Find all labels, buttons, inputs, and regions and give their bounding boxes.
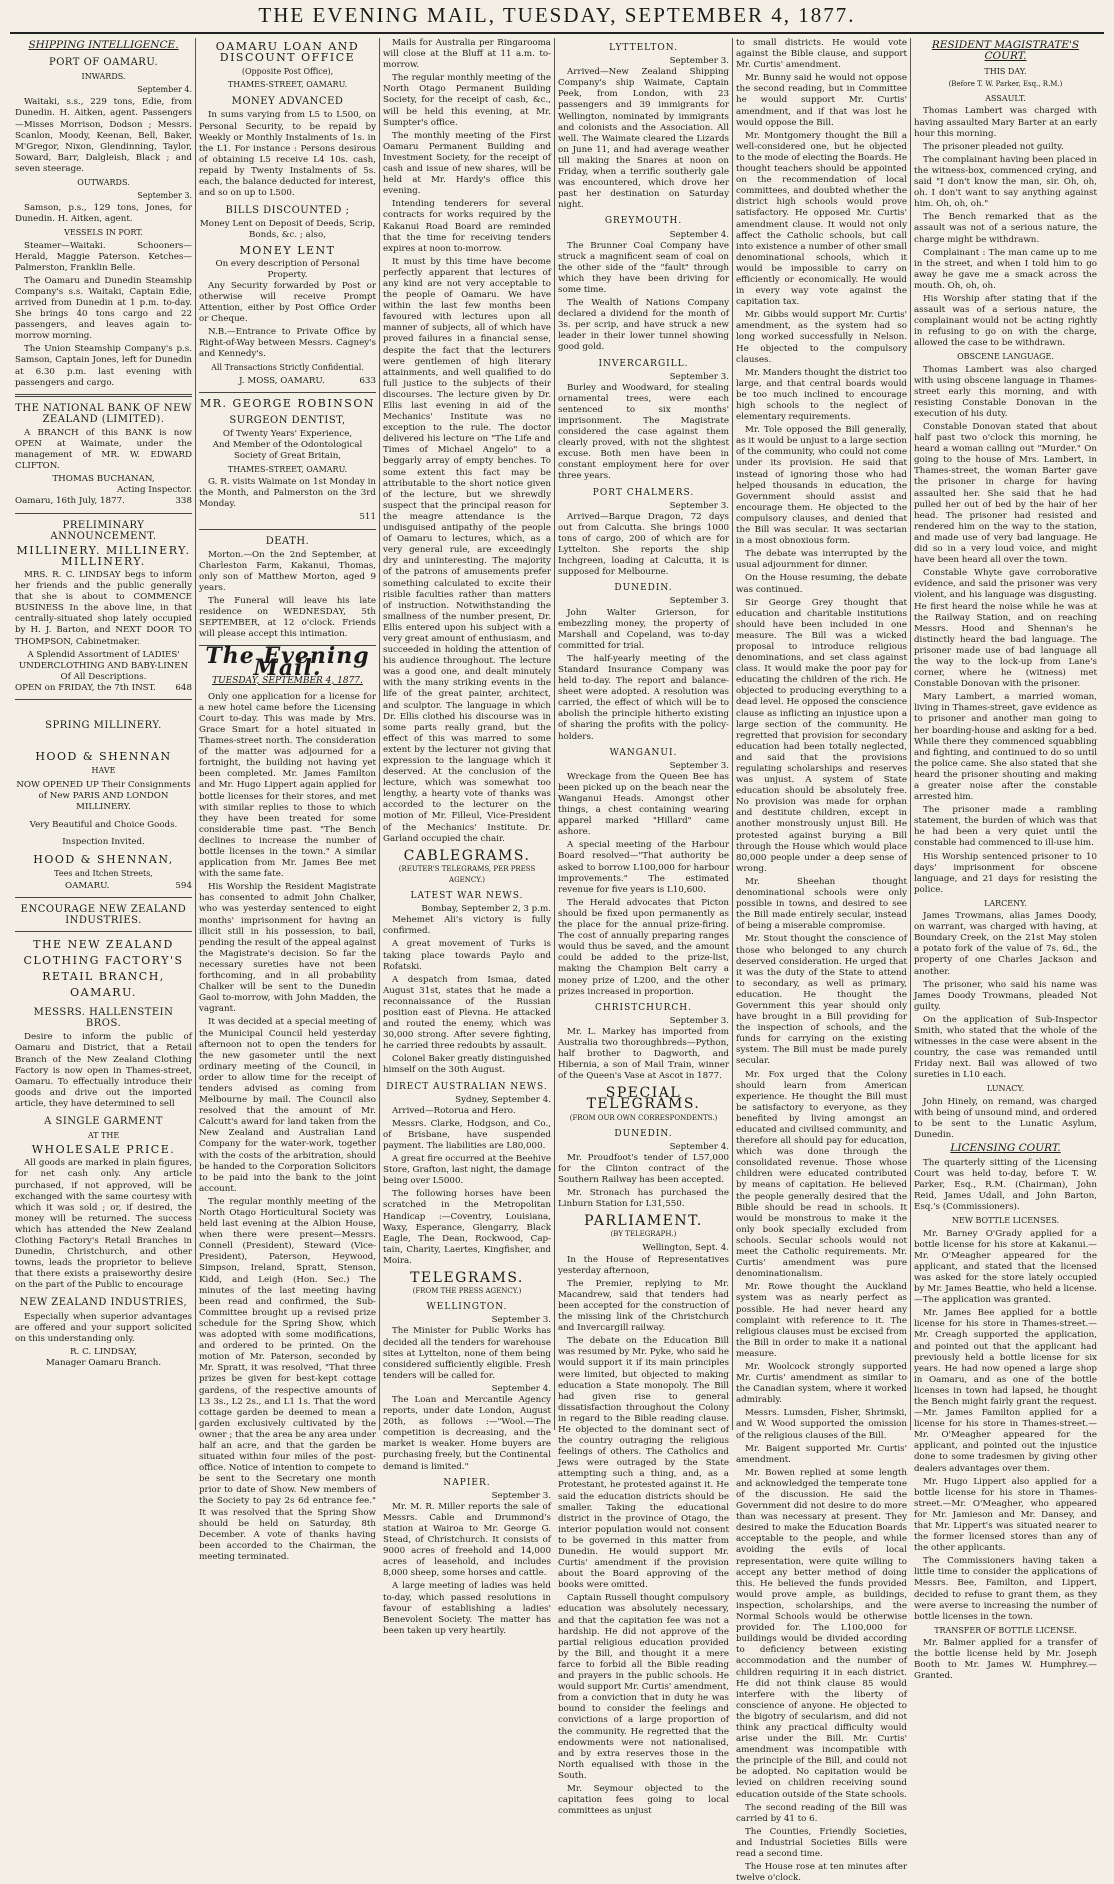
court-paragraph: Thomas Lambert was charged with having assaulted Mary Barter at an early hour this morning.	[914, 106, 1097, 139]
money-text: In sums varying from L5 to L500, on Personal Security, to be repaid by Weekly or Monthly Instalments of 1s. in the L1. For instance : Persons desirous of obtaining L5 receive L4 10s. cash, repaid by Twenty Instalments of 5s. each, the balance deducted for interest, and so on up to L500.	[199, 110, 376, 199]
leader-paragraph: It was decided at a special meeting of the Municipal Council held yesterday afternoon not to open the tenders for the new gasometer until the next ordinary meeting of the Council, in order to allow time for the receipt of tenders advised as coming from Melbourne by mail. The Council also resolved that the amount of Mr. Calcutt's award for land taken from the New Zealand and Australian Land Company for the water-work, together with the costs of the arbitration, should be handed to the Corporation Solicitors to be paid into the bank to the joint account.	[199, 1017, 376, 1194]
hood-street: Tees and Itchen Streets,	[54, 868, 153, 878]
columns	[12, 38, 1102, 1884]
chalmers-date: September 3.	[669, 500, 729, 511]
news-paragraph: Mails for Australia per Ringarooma will close at the Bluff at 11 a.m. to-morrow.	[383, 38, 551, 71]
wellington-heading: WELLINGTON.	[426, 1302, 508, 1313]
visits-text: G. R. visits Waimate on 1st Monday in the Month, and Palmerston on the 3rd Monday.	[199, 477, 376, 510]
debate-paragraph: Mr. Fox urged that the Colony should learn from American experience. He thought the Bill must be satisfactory to everyone, as they benefited by living amongst an educated and civilised community, and therefore all should pay for education, which was done through the consolidated revenue. Those whose children were educated contributed by means of capitation. He believed the people generally desired that the Bible should be read in schools. It would be monstrous to make it the only book specially excluded from schools. Secular schools would not meet the Catholic requirements. Mr. Curtis' amendment was pure denominationalism.	[736, 1069, 907, 1280]
wanganui-paragraph: The Herald advocates that Picton should be fixed upon permanently as the place for the annual prize-firing. The cost of annually preparing ranges would thus be saved, and the amount could be added to the prize-list, making the Champion Belt carry a money prize of L200, and the other prizes increased in proportion.	[558, 897, 729, 997]
wanganui-date: September 3.	[669, 760, 729, 771]
dunedin-date: September 3.	[669, 596, 729, 607]
napier-paragraph: Mr. M. R. Miller reports the sale of Messrs. Cable and Drummond's station at Wairoa to Mr. George G. Stead, of Christchurch. It consists of 9000 acres of freehold and 14,000 acres of leasehold, and includes 8,000 sheep, some horses and cattle.	[383, 1501, 551, 1579]
money-heading: MONEY ADVANCED	[231, 96, 344, 108]
debate-paragraph: Mr. Montgomery thought the Bill a well-considered one, but he objected to the mode of electing the Boards. He thought teachers should be appointed on the recommendation of local committees, and doubted whether the district high schools would prove satisfactory. He opposed Mr. Curtis' amendment clause. It would not only affect the Catholic schools, but call into existence a number of other small denominational schools, which it would be impossible to carry on efficiently or economically. He would in every way vote against the capitation tax.	[736, 130, 907, 308]
chalmers-paragraph: Arrived—Barque Dragon, 72 days out from Calcutta. She brings 1000 tons of cargo, 200 of which are for Lyttelton. She reports the ship Inchgreen, loading at Calcutta, it is supposed for Melbourne.	[558, 511, 729, 578]
parliament-date: Wellington, Sept. 4.	[642, 1243, 729, 1254]
hood-title: HOOD & SHENNAN	[35, 750, 172, 764]
assault-heading: ASSAULT.	[985, 94, 1026, 104]
new-bottle-heading: NEW BOTTLE LICENSES.	[951, 1216, 1060, 1226]
wellington-date: September 3.	[491, 1315, 551, 1326]
parliament-heading: PARLIAMENT.	[584, 1213, 703, 1230]
hood-title-2: HOOD & SHENNAN,	[33, 852, 174, 866]
vessels-heading: VESSELS IN PORT.	[64, 228, 143, 238]
court-paragraph: The prisoner made a rambling statement, the burden of which was that he had been a very quiet until the constable had commenced to ill-use him.	[914, 805, 1097, 849]
hood-town-line	[15, 881, 192, 892]
bombay-date: Bombay, September 2, 3 p.m.	[421, 904, 551, 915]
licensing-paragraph: The quarterly sitting of the Licensing Court was held to-day, before T. W. Parker, Esq., R.M. (Chairman), John Reid, James Udall, and John Barton, Esq.'s (Commissioners).	[914, 1158, 1097, 1213]
bank-role: Acting Inspector.	[116, 485, 192, 496]
napier-date: September 3.	[491, 1490, 551, 1501]
open-friday: OPEN on FRIDAY, the 7th INST.	[15, 682, 156, 693]
news-paragraph: It must by this time have become perfectly apparent that lectures of any kind are not very acceptable to the people of Oamaru. We have within the last few months been favoured with lectures upon all manner of subjects, all of which have proved failures in a financial sense, despite the fact that the lecturers were gentlemen of high literary attainments, and well qualified to do full justice to the subjects of their discourses. The lecture given by Dr. Ellis last evening in aid of the Mechanics' Institute was no exception to the rule. The doctor delivered his lecture on "The Life and Times of Michael Angelo" to a beggarly array of empty benches. To some extent this fact may be attributable to the short notice given of the lecture, but we shrewdly suspect that the principal reason for the meagre attendance is the undisguised antipathy of the people of Oamaru to lectures, which, as a very general rule, are exceedingly dry and uninteresting. The majority of the patrons of amusements prefer something calculated to excite their risible faculties rather than matters of instruction. Notwithstanding the smallness of the number present, Dr. Ellis entered upon his subject with a very great amount of enthusiasm, and succeeded in holding the attention of his audience throughout. The lecture was a good one, and dealt minutely with the many striking events in the life of the great painter, architect, and sculptor. The language in which Dr. Ellis clothed his discourse was in some parts really grand, but the effect of this was marred to some extent by the lecturer not giving that expression to the language which it deserved. At the conclusion of the lecture, which was somewhat too lengthy, a hearty vote of thanks was accorded to the lecturer on the motion of Mr. Filleul, Vice-President of the Mechanics' Institute. Dr. Garland occupied the chair.	[383, 256, 551, 844]
court-paragraph: John Hinely, on remand, was charged with being of unsound mind, and ordered to be sent to the Lunatic Asylum, Dunedin.	[914, 1096, 1097, 1140]
evening-mail-logo: The Evening Mail.	[205, 643, 370, 681]
aus-paragraph: The following horses have been scratched in the Metropolitan Handicap :—Coventry, Louisiana, Waxy, Esperance, Glengarry, Black Eagle, The Dean, Rockwood, Cap-tain, Charity, Laertes, Kingfisher, and Moira.	[383, 1189, 551, 1266]
outwards-date: September 3.	[137, 191, 192, 201]
news-paragraph: Intending tenderers for several contracts for works required by the Kakanui Road Board are reminded that the time for receiving tenders expires at noon to-morrow.	[383, 199, 551, 254]
news-paragraph: The monthly meeting of the First Oamaru Permanent Building and Investment Society, for the receipt of cash and issue of new shares, will be held at Mr. Hardy's office this evening.	[383, 130, 551, 197]
parliament-paragraph: In the House of Representatives yesterday afternoon,	[558, 1254, 729, 1276]
member-text: And Member of the Odontological Society of Great Britain,	[212, 439, 363, 461]
war-heading: LATEST WAR NEWS.	[410, 891, 524, 902]
debate-paragraph: Messrs. Lumsden, Fisher, Shrimski, and W. Wood supported the omission of the religious clauses of the Bill.	[736, 1408, 907, 1441]
rmc-heading: RESIDENT MAGISTRATE'S COURT.	[931, 39, 1080, 63]
larceny-heading: LARCENY.	[984, 898, 1027, 908]
licensing-paragraph: The Commissioners having taken a little time to consider the applications of Messrs. Bee, Familton, and Lippert, decided to refuse to grant them, as they were averse to increasing the number of bottle licenses in the town.	[914, 1556, 1097, 1622]
debate-paragraph: Mr. Bunny said he would not oppose the second reading, but in Committee he would support Mr. Curtis' amendment, and if that was lost he would oppose the Bill.	[736, 73, 907, 128]
column-2	[196, 38, 379, 1562]
lyttelton-paragraph: Arrived—New Zealand Shipping Company's ship Waimate, Captain Peek, from London, with 23 passengers and 39 immigrants for Wellington, nominated by immigrants and colonists and the Association. All well. The Waimate cleared the Lizards on June 11, and had average weather till making the Snares at noon on Friday, when a terrific southerly gale was encountered, which drove her past her destination on Saturday night.	[558, 67, 729, 211]
separator	[15, 897, 192, 898]
goods-text: All goods are marked in plain figures, for net cash only. Any article purchased, if not approved, will be exchanged with the same courtesy with which it was sold ; or, if desired, the money will be returned. The success which has attended the New Zealand Clothing Factory's Retail Branches in Dunedin, Christchurch, and other towns, leads the proprietor to believe that there exists a praiseworthy desire on the part of the Public to encourage	[15, 1158, 192, 1291]
court-paragraph: James Trowmans, alias James Doody, on warrant, was charged with having, at Boundary Creek, on the 21st May stolen a potato fork of the value of 7s. 6d., the property of one Charles Jackson and another.	[914, 911, 1097, 977]
parliament-paragraph: The Premier, replying to Mr. Macandrew, said that tenders had been accepted for the construction of the missing link of the Christchurch and Invercargill railway.	[558, 1278, 729, 1334]
court-paragraph: The prisoner, who said his name was James Doody Trowmans, pleaded Not guilty.	[914, 979, 1097, 1012]
shipping-heading: SHIPPING INTELLIGENCE.	[28, 39, 179, 51]
confidential: All Transactions Strictly Confidential.	[211, 363, 364, 373]
hood-number: 594	[175, 880, 192, 891]
hood-invite: Inspection Invited.	[62, 836, 145, 847]
loan-title: OAMARU LOAN AND DISCOUNT OFFICE	[215, 40, 360, 65]
factory-title: THE NEW ZEALAND CLOTHING FACTORY'S RETAIL BRANCH, OAMARU.	[23, 938, 184, 1000]
lunacy-heading: LUNACY.	[986, 1084, 1025, 1094]
bank-date-line	[15, 496, 192, 507]
port-heading: PORT OF OAMARU.	[48, 57, 159, 69]
aus-paragraph: A great fire occurred at the Beehive Store, Grafton, last night, the damage being over L5000.	[383, 1154, 552, 1187]
invercargill-heading: INVERCARGILL.	[598, 358, 689, 369]
debate-paragraph: On the House resuming, the debate was continued.	[736, 573, 907, 595]
lyttelton-date: September 3.	[669, 56, 729, 67]
money-lent-text: On every description of Personal Property.	[215, 258, 360, 280]
bank-date: Oamaru, 16th July, 1877.	[15, 496, 125, 507]
christchurch-paragraph: Mr. L. Markey has imported from Australia two thoroughbreds—Python, half brother to Dagworth, and Hibernia, a son of Mail Train, winner of the Queen's Vase at Ascot in 1877.	[558, 1026, 729, 1082]
debate-paragraph: Mr. Gibbs would support Mr. Curtis' amendment, as the system had so long worked successfully in Nelson. He objected to the compulsory clauses.	[736, 310, 907, 365]
nz-industries: NEW ZEALAND INDUSTRIES,	[19, 1297, 188, 1309]
wanganui-heading: WANGANUI.	[609, 747, 678, 758]
hallenstein-text: Desire to inform the public of Oamaru and District, that a Retail Branch of the New Zealand Clothing Factory is now open in Thames-street, Oamaru. To effectually introduce their goods and drive out the imported article, they have determined to sell	[15, 1032, 192, 1109]
debate-paragraph: to small districts. He would vote against the Bible clause, and support Mr. Curtis' amendment.	[736, 38, 907, 71]
court-paragraph: The complainant having been placed in the witness-box, commenced crying, and said "I don't know the man, sir. Oh, oh, oh. I don't want to say anything against him. Oh, oh, oh."	[914, 154, 1097, 210]
death-heading: DEATH.	[265, 535, 310, 547]
leader-paragraph: Only one application for a license for a new hotel came before the Licensing Court to-day. This was made by Mrs. Grace Smart for a hotel situated in Thames-street north. The consideration of the matter was adjourned for a fortnight, the building not having yet been completed. Mr. James Familton and Mr. Hugo Lippert again applied for bottle licenses for their stores, and met with similar replies to those to which they have been treated for some considerable time past. "The Bench declines to increase the number of bottle licenses in the town." A similar application from Mr. James Bee met with the same fate.	[199, 691, 376, 880]
invercargill-date: September 3.	[669, 371, 729, 382]
hallenstein-heading: MESSRS. HALLENSTEIN BROS.	[33, 1007, 174, 1030]
cablegrams-heading: CABLEGRAMS.	[403, 847, 531, 864]
wellington-date-2: September 4.	[491, 1383, 551, 1394]
debate-paragraph: The Counties, Friendly Societies, and Industrial Societies Bills were read a second time.	[736, 1826, 907, 1859]
single-garment: A SINGLE GARMENT	[44, 1116, 163, 1128]
dunedin-date-2: September 4.	[669, 1141, 729, 1152]
debate-paragraph: Mr. Woolcock strongly supported Mr. Curtis' amendment as similar to the Canadian system, where it worked admirably.	[736, 1361, 907, 1406]
special-heading: SPECIAL TELEGRAMS.	[586, 1085, 701, 1113]
court-paragraph: Mary Lambert, a married woman, living in Thames-street, gave evidence as to prisoner and another man going to her boarding-house and asking for a bed. While there they commenced squabbling and fighting, and continued to do so until the police came. She also stated that she heard the prisoner shouting and making a greater noise after the constable arrested him.	[914, 692, 1097, 803]
union-text: The Union Steamship Company's p.s. Samson, Captain Jones, left for Dunedin at 6.30 p.m. last evening with passengers and cargo.	[15, 344, 192, 388]
lyttelton-heading: LYTTELTON.	[609, 43, 678, 53]
greymouth-heading: GREYMOUTH.	[604, 216, 683, 227]
vessels-text: Steamer—Waitaki. Schooners—Herald, Maggie Paterson. Ketches—Palmerston, Franklin Belle.	[15, 240, 192, 273]
moss-line	[199, 376, 376, 387]
separator	[15, 699, 192, 700]
millinery-heading: MILLINERY. MILLINERY. MILLINERY.	[16, 543, 191, 568]
bank-signatory: THOMAS BUCHANAN,	[52, 474, 155, 485]
war-paragraph: A despatch from Ismaa, dated August 31st, states that he made a reconnaissance of the Russian position east of Plevna. He attacked and routed the enemy, which was 30,000 strong. After severe fighting, he carried three redoubts by assault.	[383, 974, 551, 1052]
wellington-paragraph: The Minister for Public Works has decided all the tenders for warehouse sites at Lyttelton, none of them being considered sufficiently eligible. Fresh tenders will be called for.	[383, 1326, 551, 1381]
debate-paragraph: Mr. Sheehan thought denominational schools were only possible in towns, and desired to see the Bill made entirely secular, instead of being a miserable compromise.	[736, 876, 907, 932]
loan-sub: (Opposite Post Office),	[241, 67, 334, 77]
bank-text: A BRANCH of this BANK is now OPEN at Waimate, under the management of MR. W. EDWARD CLIFTON.	[15, 427, 192, 472]
thames-street: THAMES-STREET, OAMARU.	[227, 465, 348, 475]
wanganui-paragraph: A special meeting of the Harbour Board resolved—"That authority be asked to borrow L100,000 for harbour improvements." The estimated revenue for five years is L10,600.	[558, 840, 729, 895]
telegraph-sub: (BY TELEGRAPH.)	[610, 1230, 677, 1239]
hood-town: OAMARU.	[65, 880, 110, 891]
steamship-text: The Oamaru and Dunedin Steamship Company's s.s. Waitaki, Captain Edie, arrived from Dunedin at 1 p.m. to-day. She brings 40 tons cargo and 22 passengers, and leaves again to-morrow morning.	[15, 275, 192, 342]
greymouth-date: September 4.	[669, 229, 729, 240]
debate-paragraph: Mr. Stout thought the conscience of those who belonged to any church deserved consideration. He urged that it was the duty of the State to attend to secondary, as well as primary, education. He thought the Government this year should only have brought in a Bill providing for the inspection of schools, and the funds for carrying on the existing system. The Bill must be made purely secular.	[736, 934, 907, 1067]
column-5	[733, 38, 910, 1884]
debate-paragraph: Mr. Bowen replied at some length and acknowledged the temperate tone of the discussion. He said the Government did not desire to do more than was necessary at present. They desired to make the Education Boards acceptable to the people, and while avoiding the evils of local representation, were quite willing to accept any better method of doing this. He believed the funds provided would prove ample, as buildings, inspection, scholarships, and the Normal Schools would be otherwise provided for. The L100,000 for buildings would be divided according to deficiency between existing accommodation and the number of children requiring it in each district. He did not think clause 85 would interfere with the liberty of conscience of anyone. He objected to the bigotry of secularism, and did not think any practical difficulty would arise under the Bill. Mr. Curtis' amendment was incompatible with the principle of the Bill, and could not be adopted. No capitation would be levied on children receiving sound education outside of the State schools.	[736, 1467, 907, 1800]
dunedin-heading-2: DUNEDIN.	[614, 1128, 673, 1139]
loan-street: THAMES-STREET, OAMARU.	[227, 80, 348, 90]
licensing-paragraph: Mr. Hugo Lippert also applied for a bottle license for his store in Thames-street.—Mr. O'Meagher, who appeared for Mr. Jamieson and Mr. Dansey, and that Mr. Lippert's was situated nearer to the former licensed stores than any of the other applicants.	[914, 1476, 1097, 1554]
column-4	[555, 38, 732, 1817]
wellington-paragraph: The Loan and Mercantile Agency reports, under date London, August 20th, as follows :—"Wool.—The competition is decreasing, and the market is weaker. Home buyers are purchasing freely, but the Continental demand is limited."	[383, 1394, 551, 1472]
parliament-paragraph: Mr. Seymour objected to the capitation fees going to local committees as unjust	[558, 1783, 729, 1817]
aus-paragraph: Messrs. Clarke, Hodgson, and Co., of Brisbane, have suspended payment. The liabilities are L80,000.	[383, 1118, 551, 1151]
debate-paragraph: The debate was interrupted by the usual adjournment for dinner.	[736, 549, 907, 571]
parliament-paragraph: The debate on the Education Bill was resumed by Mr. Pyke, who said he would support it if its main principles were limited, but objected to making education a State monopoly. The Bill had given rise to general dissatisfaction throughout the Colony in regard to the Bible reading clause. He objected to the dominant sect of the country outraging the religious feelings of others. The Catholics and Jews were outraged by the State attempting such a thing, and, as a Protestant, he protested against it. He said the education districts should be smaller. Taking the educational district in the province of Otago, the interior population would not consent to be governed in this matter from Dunedin. He would support Mr. Curtis' amendment if the provision about the Board approving of the books were omitted.	[558, 1336, 729, 1591]
money-lent: MONEY LENT	[239, 243, 336, 257]
parliament-paragraph: Captain Russell thought compulsory education was absolutely necessary, and that the capitation fee was not a hardship. He did not approve of the partial religious education provided by the Bill, and thought it a mere farce to forbid all the Bible reading and prayers in the public schools. He would support Mr. Curtis' amendment, from a conviction that in duty he was bound to consider the feelings and convictions of a large proportion of the community. He regretted that the endowments were not nationalised, and by extra reserves those in the North equalised with those in the South.	[558, 1593, 730, 1781]
masthead-rule	[10, 32, 1104, 34]
napier-heading: NAPIER.	[443, 1477, 491, 1488]
sydney-date: Sydney, September 4.	[455, 1094, 551, 1105]
encourage-heading: ENCOURAGE NEW ZEALAND INDUSTRIES.	[20, 904, 187, 927]
hood-have: HAVE	[91, 766, 116, 776]
transfer-heading: TRANSFER OF BOTTLE LICENSE.	[934, 1625, 1077, 1635]
especially-text: Especially when superior advantages are offered and your support solicited on this understanding only.	[15, 1311, 192, 1344]
court-paragraph: The prisoner pleaded not guilty.	[923, 141, 1064, 152]
own-sub: (FROM OUR OWN CORRESPONDENTS.)	[569, 1113, 718, 1122]
chalmers-heading: PORT CHALMERS.	[592, 487, 695, 498]
dunedin-heading: DUNEDIN.	[614, 583, 673, 594]
this-day: THIS DAY.	[984, 67, 1027, 77]
wanganui-paragraph: Wreckage from the Queen Bee has been picked up on the beach near the Wanganui Heads. Amongst other things, a chest containing wearing apparel marked "Hillard" came ashore.	[558, 771, 729, 838]
debate-paragraph: Mr. Tole opposed the Bill generally, as it would be unjust to a large section of the community, who could not come under its provision. He said that instead of ignoring those who had helped thousands in education, the Government should assist and encourage them. He objected to the compulsory clauses, and denied that the Bill was secular. It was sectarian in a most obnoxious form.	[736, 425, 908, 547]
moss-number: 633	[359, 375, 376, 386]
spring-heading: SPRING MILLINERY.	[45, 719, 162, 731]
security-text: Any Security forwarded by Post or otherwise will receive Prompt Attention, either by Post Office Order or Cheque.	[199, 280, 376, 325]
licensing-paragraph: Mr. Barney O'Grady applied for a bottle license for his store at Kakanui.—Mr. O'Meagher appeared for the applicant, and stated that the licensed was asked for the store lately occupied by Mr. James Beattie, who held a license.—The application was granted.	[914, 1228, 1097, 1306]
bills-text: Money Lent on Deposit of Deeds, Scrip, Bonds, &c. ; also,	[199, 219, 376, 241]
greymouth-paragraph: The Brunner Coal Company have struck a magnificent seam of coal on the other side of the "fault" through which they have been driving for some time.	[558, 240, 729, 295]
lindsay-text: MRS. R. C. LINDSAY begs to inform her friends and the public generally that she is about to COMMENCE BUSINESS In the above line, in that centrally-situated shop lately occupied by H. J. Barton, and NEXT DOOR TO THOMPSON, Cabinetmaker.	[15, 569, 192, 647]
debate-paragraph: The second reading of the Bill was carried by 41 to 6.	[736, 1802, 907, 1824]
court-paragraph: Complainant : The man came up to me in the street, and when I told him to go away he gave me a smack across the mouth. Oh, oh, oh.	[914, 247, 1097, 291]
robinson-title: MR. GEORGE ROBINSON	[199, 396, 375, 410]
column-6	[911, 38, 1100, 1682]
reuter-sub: (REUTER'S TELEGRAMS, PER PRESS AGENCY.)	[398, 864, 536, 884]
aus-paragraph: Arrived—Rotorua and Hero.	[392, 1105, 516, 1116]
outwards-text: Samson, p.s., 129 tons, Jones, for Dunedin. H. Aitken, agent.	[15, 203, 192, 225]
dunedin-paragraph: The half-yearly meeting of the Standard Insurance Company was held to-day. The report and balance-sheet were adopted. A resolution was carried, the effect of which will be to abolish the principle hitherto existing of sharing the profits with the policy-holders.	[558, 653, 729, 742]
inwards-date: September 4.	[137, 85, 192, 95]
debate-paragraph: Sir George Grey thought that education and charitable institutions should have been included in one measure. The Bill was a wicked proposal to introduce religious denominations, and set class against class. It would make the poor pay for educating the children of the rich. He objected to producing everything to a dead level. He opposed the conscience clause as inflicting an injustice upon a large section of the community. He regretted that provision for secondary education had been totally neglected, and said that the provisions regulating scholarships and reserves was unjust. A system of State education should be absolutely free. No provision was made for orphan and destitute children, except in another monstrously unjust Bill. He protested against burying a Bill through the House which would place 80,000 people under a deep sense of wrong.	[736, 597, 907, 874]
funeral-text: The Funeral will leave his late residence on WEDNESDAY, 5th SEPTEMBER, at 12 o'clock. Friends will please accept this intimation.	[199, 596, 376, 640]
inwards-heading: INWARDS.	[81, 72, 126, 82]
australian-heading: DIRECT AUSTRALIAN NEWS.	[386, 1081, 548, 1092]
moss: J. MOSS, OAMARU.	[239, 375, 325, 386]
christchurch-heading: CHRISTCHURCH.	[595, 1002, 692, 1013]
court-paragraph: His Worship after stating that if the assault was of a serious nature, the complainant would not be acting rightly in refusing to go on with the charge, allowed the case to be withdrawn.	[914, 293, 1097, 349]
debate-paragraph: The House rose at ten minutes after twelve o'clock.	[736, 1862, 907, 1884]
leader-paragraph: The regular monthly meeting of the North Otago Horticultural Society was held last evening at the Albion House, when there were present—Messrs. Connell (President), Steward (Vice-President), Paterson, Heywood, Simpson, Ireland, Spratt, Stenson, Kidd, and Leigh (Hon. Sec.) The minutes of the last meeting having been read and confirmed, the Sub-Committee brought up a revised prize schedule for the Spring Show, which was adopted with some modifications, and ordered to be printed. On the motion of Mr. Paterson, seconded by Mr. Spratt, it was resolved, "That three prizes be given for best-kept cottage gardens, of the respective amounts of L3 3s., L2 2s., and L1 1s. That the word cottage garden be deemed to mean a garden exclusively cultivated by the owner ; that the area be any area under half an acre, and that the garden be situated within four miles of the post-office. Notice of intention to compete to be sent to the Secretary one month prior to date of Show. New members of the Society to pay 2s 6d entrance fee." It was resolved that the Spring Show should be held on Saturday, 8th December. A vote of thanks having been accorded to the Chairman, the meeting terminated.	[199, 1196, 376, 1562]
separator	[15, 394, 192, 397]
christchurch-date: September 3.	[669, 1015, 729, 1026]
greymouth-paragraph: The Wealth of Nations Company declared a dividend for the month of 3s. per scrip, and have struck a new leader in their lower tunnel showing good gold.	[558, 298, 729, 353]
invercargill-paragraph: Burley and Woodward, for stealing ornamental trees, were each sentenced to six months' imprisonment. The Magistrate considered the case against them clearly proved, with not the slightest excuse. Both men have been in constant employment here for over three years.	[558, 382, 729, 482]
licensing-paragraph: Mr. James Bee applied for a bottle license for his store in Thames-street.—Mr. Creagh supported the application, and pointed out that the applicant had previously held a bottle license for six years. He had now opened a large shop in Oamaru, and as one of the bottle licenses in town had lapsed, he thought the Bench might fairly grant the request.—Mr. James Familton applied for a license for his store in Thames-street.—Mr. O'Meagher appeared for the applicant, and pointed out the injustice done to some tradesmen by giving other dealers advantages over them.	[914, 1308, 1097, 1474]
obscene-heading: OBSCENE LANGUAGE.	[957, 352, 1054, 362]
telegrams-heading: TELEGRAMS.	[410, 1270, 524, 1287]
court-paragraph: His Worship sentenced prisoner to 10 days' imprisonment for obscene language, and 21 days for resisting the police.	[914, 851, 1097, 895]
inwards-text: Waitaki, s.s., 229 tons, Edie, from Dunedin. H. Aitken, agent. Passengers—Misses Morrison, Dodson ; Messrs. Scanlon, Moody, Keenan, Bell, Baker, M'Gregor, Nixon, Glendinning, Taylor, Soward, Barr, Dalgleish, Black ; and seven steerage.	[15, 97, 192, 174]
open-number: 648	[175, 682, 192, 693]
bills-heading: BILLS DISCOUNTED ;	[225, 205, 350, 217]
column-3	[380, 38, 554, 1636]
court-paragraph: On the application of Sub-Inspector Smith, who stated that the whole of the witnesses in the case were absent in the country, the case was remanded until Friday next. Bail was allowed of two sureties in L10 each.	[914, 1014, 1097, 1081]
visits-number: 511	[359, 512, 376, 523]
court-paragraph: Thomas Lambert was also charged with using obscene language in Thames-street early this morning, and with resisting Constable Donovan in the execution of his duty.	[914, 364, 1097, 419]
manager-role: Manager Oamaru Branch.	[45, 1357, 162, 1368]
war-paragraph: A great movement of Turks is taking place towards Paylo and Rofatski.	[383, 939, 551, 972]
nb-text: N.B.—Entrance to Private Office by Right-of-Way between Messrs. Cagney's and Kennedy's.	[199, 327, 376, 360]
masthead: THE EVENING MAIL, TUESDAY, SEPTEMBER 4, 1877.	[258, 3, 856, 27]
column-1	[12, 38, 195, 1430]
press-sub: (FROM THE PRESS AGENCY.)	[412, 1287, 522, 1296]
separator	[199, 529, 376, 530]
at-the: AT THE	[87, 1131, 120, 1141]
dunedin-paragraph: Mr. Stronach has purchased the Linburn Station for L31,550.	[558, 1188, 729, 1210]
outwards-heading: OUTWARDS.	[77, 178, 130, 188]
preliminary-heading: PRELIMINARY ANNOUNCEMENT.	[50, 519, 157, 542]
before-sub: (Before T. W. Parker, Esq., R.M.)	[948, 80, 1063, 89]
licensing-heading: LICENSING COURT.	[950, 1141, 1061, 1154]
years-text: Of Twenty Years' Experience,	[222, 428, 353, 439]
dunedin-paragraph: Mr. Proudfoot's tender of L57,000 for the Clinton contract of the Southern Railway has been accepted.	[558, 1152, 729, 1185]
splendid-text: A Splendid Assortment of LADIES' UNDERCLOTHING AND BABY-LINEN Of All Descriptions.	[18, 649, 189, 682]
hood-goods: Very Beautiful and Choice Goods.	[29, 819, 178, 830]
licensing-paragraph: Mr. Balmer applied for a transfer of the bottle license held by Mr. Joseph Booth to Mr. James W. Humphrey.—Granted.	[914, 1637, 1097, 1682]
separator	[199, 392, 376, 393]
debate-paragraph: Mr. Manders thought the district too large, and that central boards would be too much inclined to encourage high schools to the neglect of elementary requirements.	[736, 367, 907, 423]
dunedin-paragraph: John Walter Grierson, for embezzling money, the property of Marshall and Copeland, was to-day committed for trial.	[558, 607, 729, 651]
court-paragraph: The Bench remarked that as the assault was not of a serious nature, the charge might be withdrawn.	[914, 212, 1097, 245]
separator	[15, 931, 192, 932]
napier-paragraph: A large meeting of ladies was held to-day, which passed resolutions in favour of establishing a ladies' Benevolent Society. The matter has been taken up very heartily.	[383, 1581, 551, 1636]
war-paragraph: Mehemet Ali's victory is fully confirmed.	[383, 915, 551, 937]
surgeon-title: SURGEON DENTIST,	[229, 414, 346, 426]
debate-paragraph: Mr. Baigent supported Mr. Curtis' amendment.	[736, 1443, 907, 1465]
separator	[15, 513, 192, 514]
hood-text: NOW OPENED UP Their Consignments of New PARIS AND LONDON MILLINERY.	[16, 780, 191, 813]
news-paragraph: The regular monthly meeting of the North Otago Permanent Building Society, for the receipt of cash, &c., will be held this evening, at Mr. Sumpter's office.	[383, 73, 551, 128]
issue-date: TUESDAY, SEPTEMBER 4, 1877.	[212, 675, 363, 686]
debate-paragraph: Mr. Rowe thought the Auckland system was as nearly perfect as possible. He had never heard any complaint with reference to it. The religious clauses must be excised from the Bill in order to make it a national measure.	[736, 1282, 907, 1359]
death-text: Morton.—On the 2nd September, at Charleston Farm, Kakanui, Thomas, only son of Matthew Morton, aged 9 years.	[199, 549, 376, 593]
bank-title: THE NATIONAL BANK OF NEW ZEALAND (LIMITED).	[15, 402, 192, 425]
bank-number: 338	[175, 496, 192, 507]
lindsay-sign: R. C. LINDSAY,	[70, 1346, 137, 1357]
war-paragraph: Colonel Baker greatly distinguished himself on the 30th August.	[383, 1054, 551, 1076]
leader-paragraph: His Worship the Resident Magistrate has consented to admit John Chalker, who was yesterday sentenced to eight months' imprisonment for having an illicit still in his possession, to bail, pending the result of the appeal against the Magistrate's decision. So far the necessary sureties have not been forthcoming, and in all probability Chalker will be sent to the Dunedin Gaol to-morrow, with John Madden, the vagrant.	[199, 882, 376, 1015]
open-friday-line	[15, 683, 192, 694]
court-paragraph: Constable Whyte gave corroborative evidence, and said the prisoner was very violent, and his language was disgusting. He first heard the noise while he was at the Railway Station, and on reaching Messrs. Hood and Shennan's he distinctly heard the bad language. The prisoner made use of bad language all the way to the lock-up from Lane's corner, where he (witness) met Constable Donovan with the prisoner.	[914, 568, 1097, 690]
court-paragraph: Constable Donovan stated that about half past two o'clock this morning, he heard a woman calling out "Murder." On going to the house of Mrs. Lambert, in Thames-street, the woman Barter gave the prisoner in charge for having assaulted her. She said that he had pulled her out of bed by the hair of her head. The prisoner had resisted and rendered him on the way to the station, and made use of very bad language. He did so in a very loud voice, and might have been heard all over the town.	[914, 422, 1097, 566]
wholesale-price: WHOLESALE PRICE.	[31, 1143, 176, 1157]
